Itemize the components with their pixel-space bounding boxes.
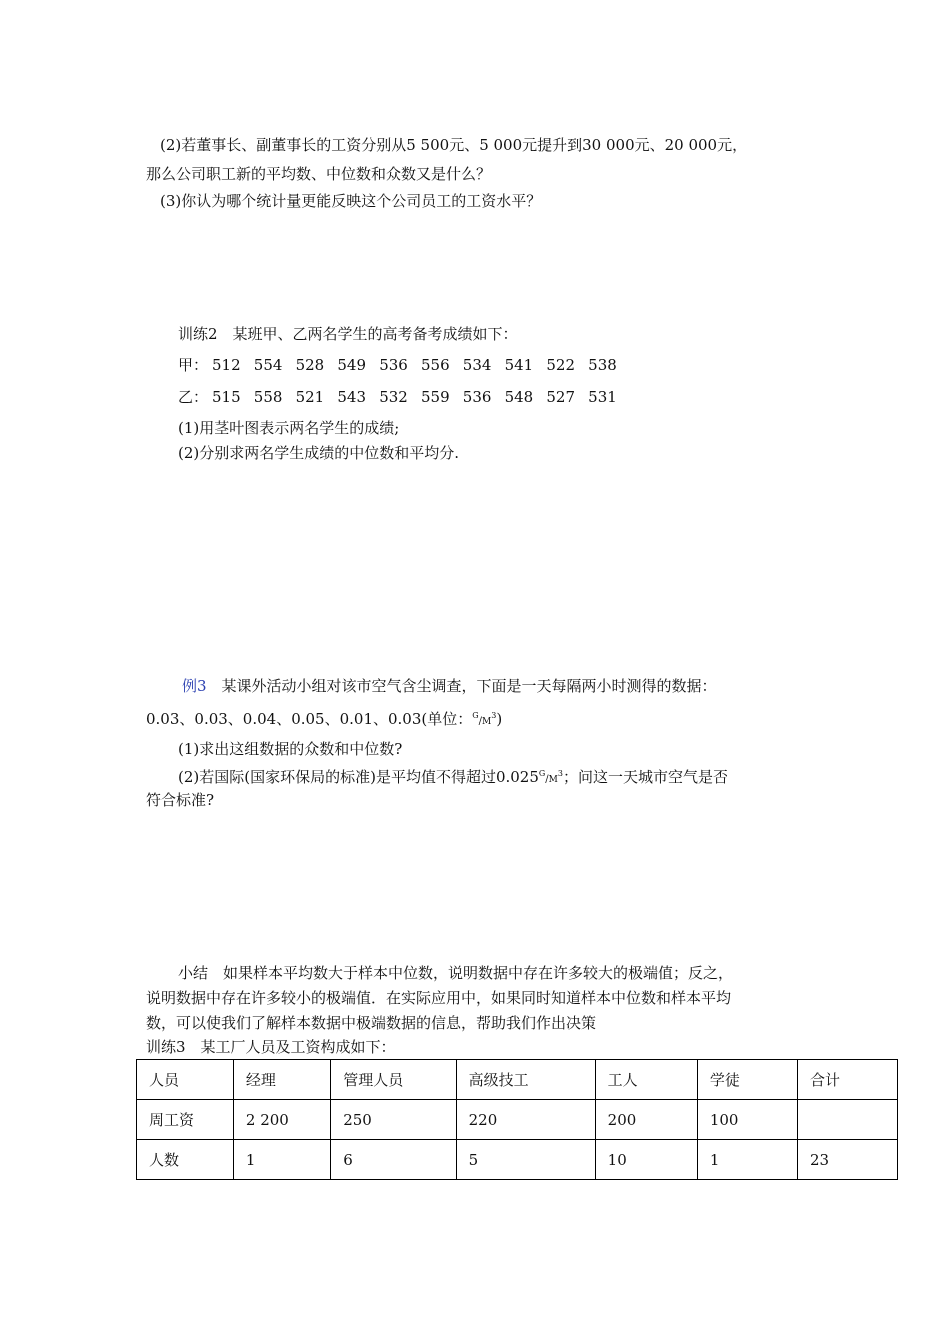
training-2-title: 训练2 某班甲、乙两名学生的高考备考成绩如下：: [178, 325, 518, 343]
yi-score: 515: [212, 388, 241, 406]
table-cell: 5: [456, 1140, 595, 1180]
table-cell: 周工资: [137, 1100, 234, 1140]
example-3-question-2-end: ；问这一天城市空气是否: [562, 768, 728, 786]
yi-score: 531: [588, 388, 617, 406]
jia-score: 512: [212, 356, 241, 374]
example-3-question-2-line-2: 符合标准?: [146, 791, 215, 809]
yi-score: 548: [504, 388, 534, 406]
table-cell: 250: [331, 1100, 456, 1140]
wage-table: [136, 1059, 898, 1180]
table-cell: 合计: [798, 1060, 898, 1100]
jia-score: 534: [462, 356, 492, 374]
unit-m: M: [482, 717, 492, 727]
summary-line-2: 说明数据中存在许多较小的极端值．在实际应用中，如果同时知道样本中位数和样本平均: [146, 989, 732, 1007]
jia-score: 538: [588, 356, 617, 374]
jia-score: 549: [337, 356, 367, 374]
jia-score: 536: [379, 356, 408, 374]
table-cell: 人员: [137, 1060, 234, 1100]
example-3-question-2-start: (2)若国际(国家环保局的标准)是平均值不得超过0.025: [178, 768, 539, 786]
jia-scores-row: [178, 355, 630, 375]
example-3-label: 例3: [182, 677, 207, 695]
table-cell: 1: [697, 1140, 797, 1180]
example-3-data-end: ): [496, 710, 503, 728]
yi-score: 543: [337, 388, 367, 406]
unit-m: M: [548, 775, 558, 785]
table-cell: 学徒: [697, 1060, 797, 1100]
training-3-title: 训练3 某工厂人员及工资构成如下：: [146, 1038, 396, 1056]
table-row: [137, 1060, 898, 1100]
table-cell: 23: [798, 1140, 898, 1180]
yi-score: 559: [420, 388, 450, 406]
summary-line-3: 数，可以使我们了解样本数据中极端数据的信息，帮助我们作出决策: [146, 1014, 597, 1032]
table-cell: 2 200: [233, 1100, 330, 1140]
jia-score: 528: [295, 356, 325, 374]
table-cell: 10: [595, 1140, 697, 1180]
table-cell: 100: [697, 1100, 797, 1140]
question-2-line-2: 那么公司职工新的平均数、中位数和众数又是什么？: [146, 165, 492, 183]
table-cell: [798, 1100, 898, 1140]
yi-scores-row: [178, 387, 630, 407]
yi-score: 532: [379, 388, 408, 406]
question-3: (3)你认为哪个统计量更能反映这个公司员工的工资水平？: [160, 192, 542, 210]
table-cell: 6: [331, 1140, 456, 1180]
yi-score: 521: [295, 388, 325, 406]
yi-score: 527: [546, 388, 576, 406]
table-cell: 200: [595, 1100, 697, 1140]
table-row: [137, 1140, 898, 1180]
training-2-question-1: (1)用茎叶图表示两名学生的成绩;: [178, 419, 400, 437]
table-cell: 人数: [137, 1140, 234, 1180]
unit-g: G: [472, 711, 479, 720]
table-cell: 1: [233, 1140, 330, 1180]
yi-score: 558: [253, 388, 283, 406]
table-cell: 经理: [233, 1060, 330, 1100]
example-3-intro: 某课外活动小组对该市空气含尘调查，下面是一天每隔两小时测得的数据：: [206, 677, 717, 695]
yi-score: 536: [462, 388, 492, 406]
table-cell: 高级技工: [456, 1060, 595, 1100]
jia-score: 556: [420, 356, 450, 374]
jia-score: 541: [504, 356, 534, 374]
table-cell: 220: [456, 1100, 595, 1140]
training-2-question-2: (2)分别求两名学生成绩的中位数和平均分.: [178, 444, 460, 462]
jia-score: 522: [546, 356, 576, 374]
table-cell: 管理人员: [331, 1060, 456, 1100]
unit-exponent: 3: [491, 711, 497, 720]
example-3-question-1: (1)求出这组数据的众数和中位数?: [178, 740, 403, 758]
table-cell: 工人: [595, 1060, 697, 1100]
unit-exponent: 3: [557, 769, 563, 778]
yi-label: 乙：: [178, 388, 209, 406]
example-3-data-values: 0.03、0.03、0.04、0.05、0.01、0.03(单位：: [146, 710, 473, 728]
jia-label: 甲：: [178, 356, 209, 374]
table-row: [137, 1100, 898, 1140]
summary-line-1: 小结 如果样本平均数大于样本中位数，说明数据中存在许多较大的极端值；反之，: [178, 964, 734, 982]
question-2-line-1: (2)若董事长、副董事长的工资分别从5 500元、5 000元提升到30 000元、20 000元，: [160, 136, 748, 154]
example-3-data: 0.03、0.03、0.04、0.05、0.01、0.03(单位：$^G/M^3$): [146, 710, 503, 728]
example-3-question-2: (2)若国际(国家环保局的标准)是平均值不得超过$0.025^G/M^3$；问这一天城市空气是否: [178, 768, 728, 786]
jia-score: 554: [253, 356, 283, 374]
example-3-heading: [182, 676, 717, 696]
unit-g: G: [538, 769, 546, 778]
